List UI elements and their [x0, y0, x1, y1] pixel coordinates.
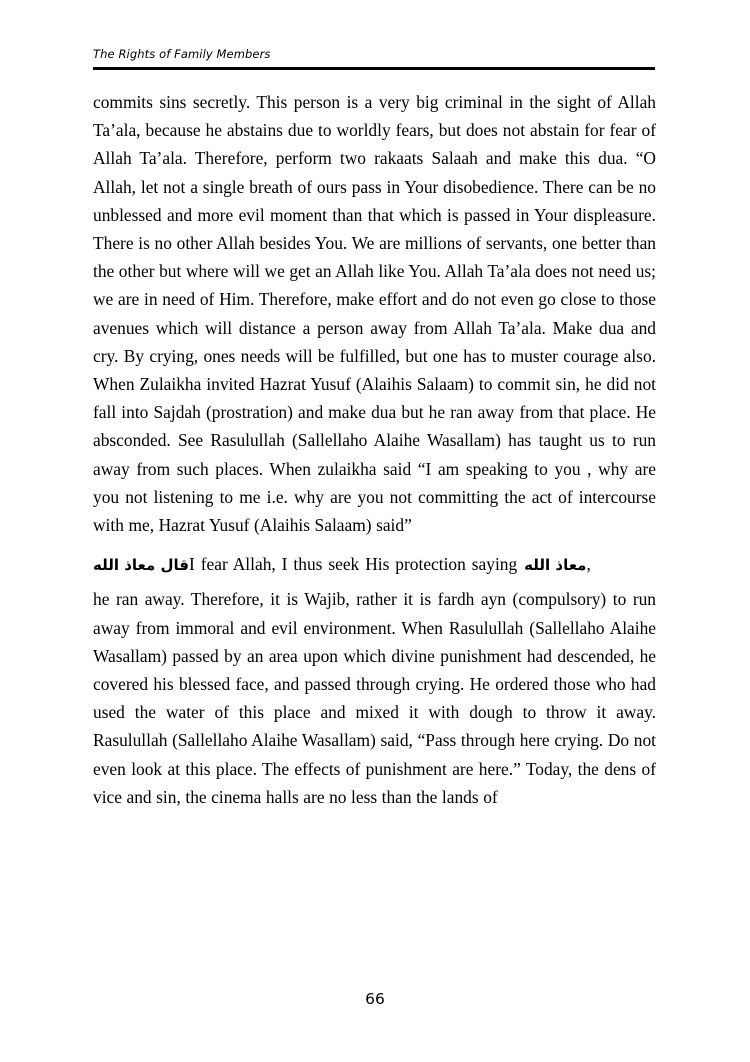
- arabic-line-translation: I fear Allah, I thus seek His protection saying: [189, 554, 518, 575]
- page-number: 66: [365, 990, 385, 1008]
- arabic-quotation-line: [93, 550, 656, 579]
- arabic-line-punctuation: ,: [586, 554, 591, 575]
- paragraph-2: he ran away. Therefore, it is Wajib, rather it is fardh ayn (compulsory) to run away from immoral and evil environment. When Rasulullah (Sallellaho Alaihe Wasallam) passed by an area upon which divine punishment had descended, he covered his blessed face, and passed through crying. He ordered those who had used the water of this place and mixed it with dough to throw it away. Rasulullah (Sallellaho Alaihe Wasallam) said, “Pass through here crying. Do not even look at this place. The effects of punishment are here.” Today, the dens of vice and sin, the cinema halls are no less than the lands of: [93, 589, 656, 807]
- header-rule: [93, 67, 655, 70]
- page-body: [93, 88, 656, 811]
- running-header: [93, 48, 655, 70]
- header-title: The Rights of Family Members: [93, 47, 271, 61]
- arabic-text-leading: قال معاذ الله: [93, 556, 189, 575]
- paragraph-1: commits sins secretly. This person is a very big criminal in the sight of Allah Ta’ala, because he abstains due to worldly fears, but does not abstain for fear of Allah Ta’ala. Therefore, perform two rakaats Salaah and make this dua. “O Allah, let not a single breath of ours pass in Your disobedience. There can be no unblessed and more evil moment than that which is passed in Your displeasure. There is no other Allah besides You. We are millions of servants, one better than the other but where will we get an Allah like You. Allah Ta’ala does not need us; we are in need of Him. Therefore, make effort and do not even go close to those avenues which will distance a person away from Allah Ta’ala. Make dua and cry. By crying, ones needs will be fulfilled, but one has to muster courage also. When Zulaikha invited Hazrat Yusuf (Alaihis Salaam) to commit sin, he did not fall into Sajdah (prostration) and make dua but he ran away from that place. He absconded. See Rasulullah (Sallellaho Alaihe Wasallam) has taught us to run away from such places. When zulaikha said “I am speaking to you , why are you not listening to me i.e. why are you not committing the act of intercourse with me, Hazrat Yusuf (Alaihis Salaam) said”: [93, 92, 656, 536]
- arabic-text-trailing: معاذ الله: [524, 556, 587, 575]
